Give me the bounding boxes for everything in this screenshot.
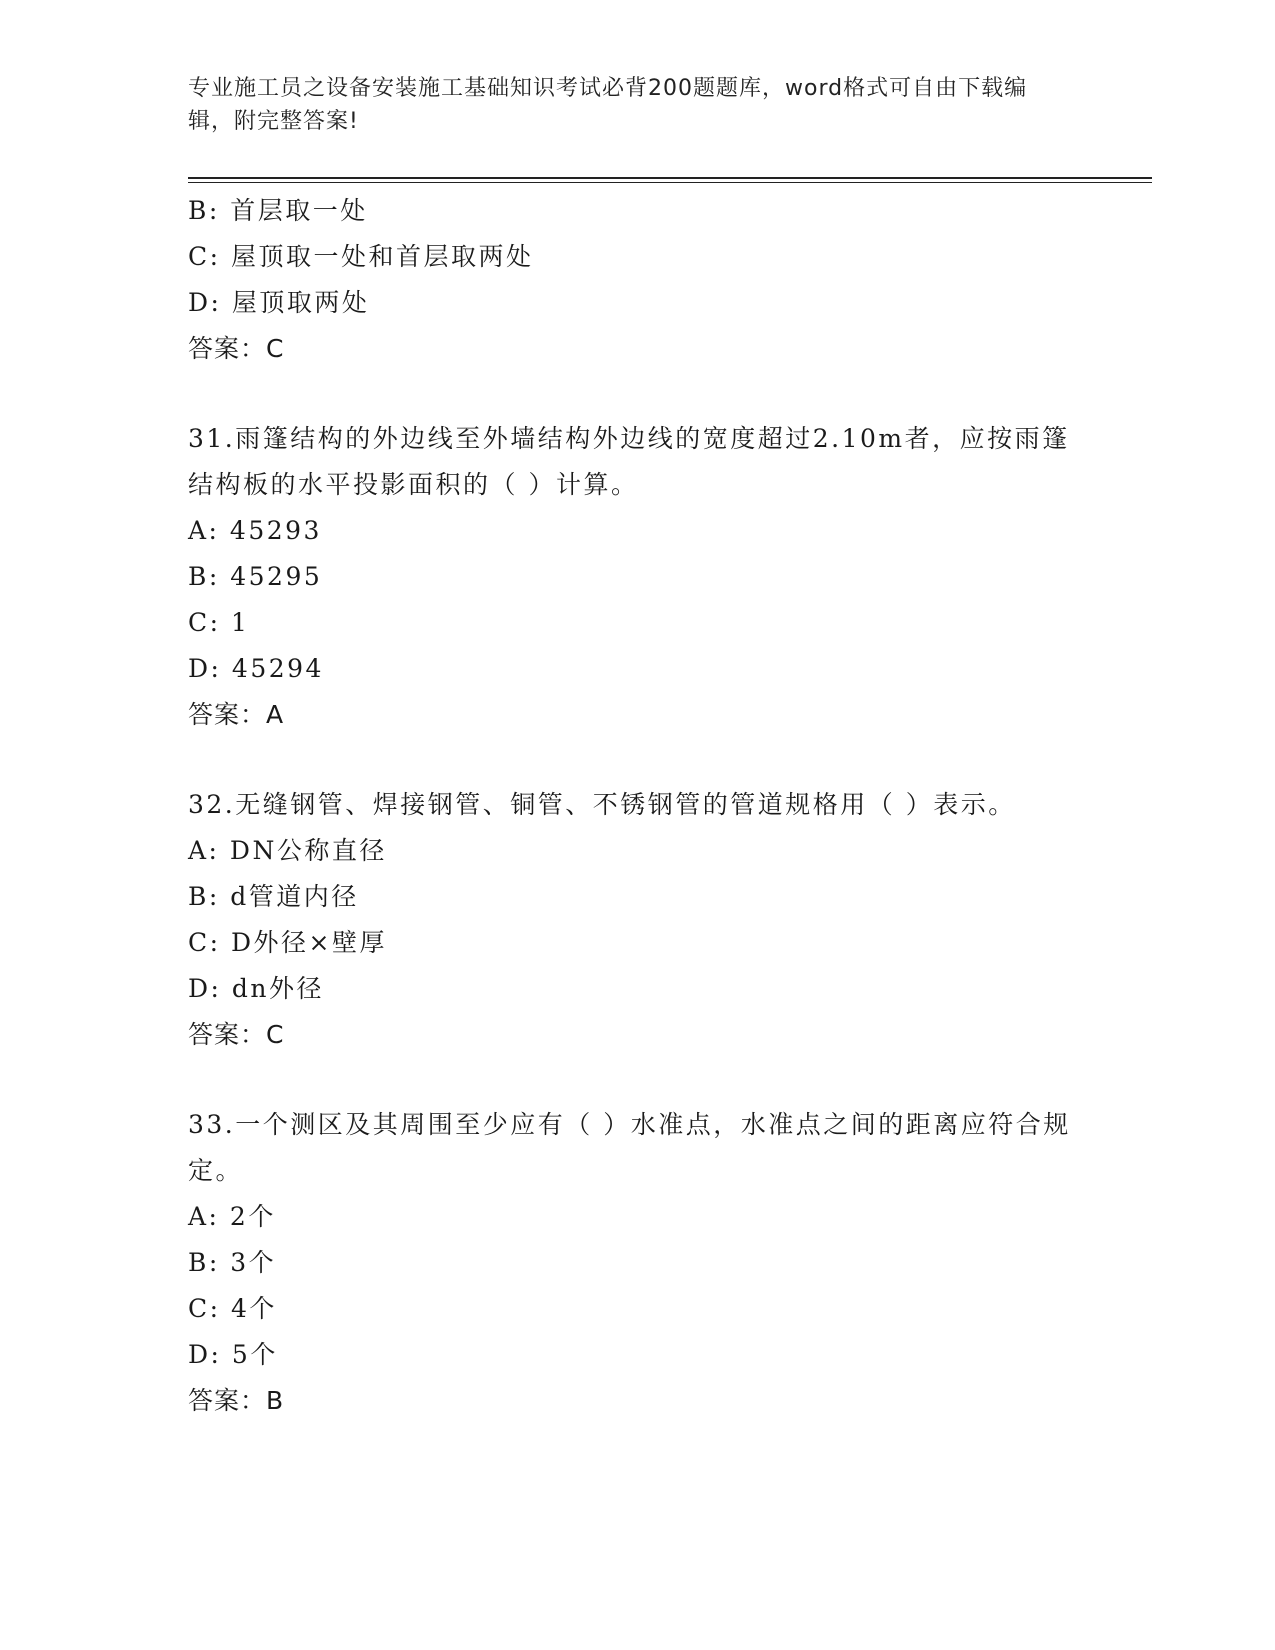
question-block — [188, 416, 1088, 738]
option-c: C: 1 — [188, 608, 250, 637]
question-list — [188, 188, 1088, 1424]
question-stem: 32.无缝钢管、焊接钢管、铜管、不锈钢管的管道规格用（ ）表示。 — [188, 790, 1016, 819]
option-b: B: d管道内径 — [188, 882, 359, 911]
option-d: D: dn外径 — [188, 974, 325, 1003]
option-c: C: 屋顶取一处和首层取两处 — [188, 242, 534, 271]
header-divider-thin — [188, 182, 1152, 183]
option-c: C: 4个 — [188, 1294, 277, 1323]
question-block — [188, 1102, 1088, 1424]
question-stem: 31.雨篷结构的外边线至外墙结构外边线的宽度超过2.10m者，应按雨篷结构板的水平投影面积的（ ）计算。 — [188, 424, 1070, 499]
question-spacer — [188, 738, 1088, 782]
question-block-continued — [188, 188, 1088, 372]
option-a: A: 45293 — [188, 516, 322, 545]
option-c: C: D外径×壁厚 — [188, 928, 387, 957]
question-stem: 33.一个测区及其周围至少应有（ ）水准点，水准点之间的距离应符合规定。 — [188, 1110, 1071, 1185]
option-b: B: 45295 — [188, 562, 323, 591]
option-d: D: 45294 — [188, 654, 324, 683]
option-d: D: 屋顶取两处 — [188, 288, 370, 317]
question-block — [188, 782, 1088, 1058]
document-header: 专业施工员之设备安装施工基础知识考试必背200题题库，word格式可自由下载编辑，附完整答案! — [188, 76, 1028, 134]
option-a: A: 2个 — [188, 1202, 276, 1231]
option-b: B: 3个 — [188, 1248, 277, 1277]
question-spacer — [188, 1058, 1088, 1102]
header-divider-thick — [188, 177, 1152, 179]
option-b: B: 首层取一处 — [188, 196, 368, 225]
answer-line: 答案：B — [188, 1386, 285, 1415]
answer-line: 答案：C — [188, 1020, 285, 1049]
answer-line: 答案：A — [188, 700, 285, 729]
option-a: A: DN公称直径 — [188, 836, 387, 865]
question-spacer — [188, 372, 1088, 416]
option-d: D: 5个 — [188, 1340, 278, 1369]
answer-line: 答案：C — [188, 334, 285, 363]
